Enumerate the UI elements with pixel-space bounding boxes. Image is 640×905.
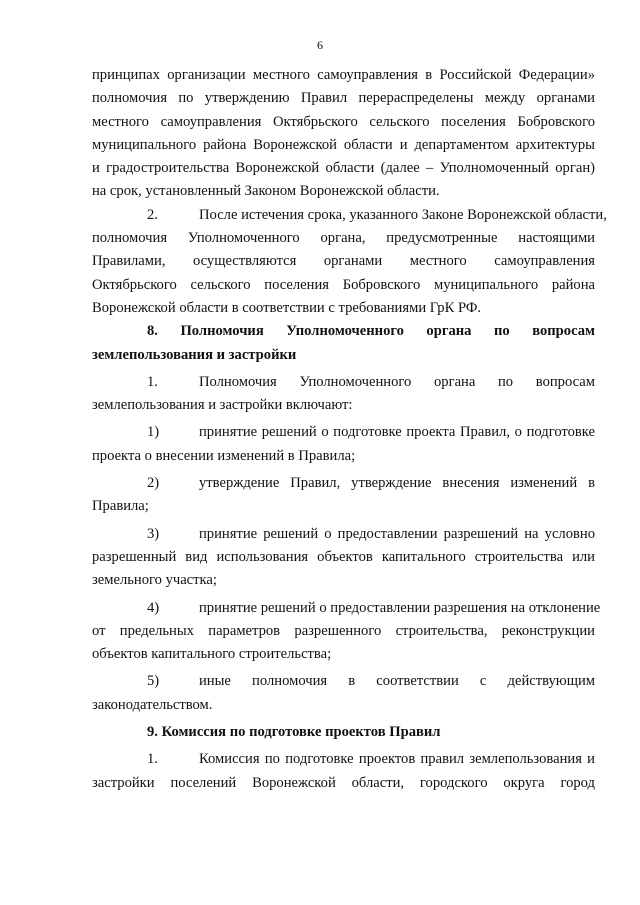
- subitem: [92, 523, 595, 546]
- subitem-number: 2): [147, 475, 160, 492]
- subitem-number: 1): [147, 424, 160, 441]
- paragraph-line: на срок, установленный Законом Воронежской области.: [92, 183, 440, 200]
- subitem-text: принятие решений о предоставлении разрешений на условно: [199, 525, 595, 542]
- item-number: 1.: [147, 751, 158, 768]
- item-text: Комиссия по подготовке проектов правил землепользования и: [199, 751, 595, 768]
- subitem-text: принятие решений о предоставлении разрешения на отклонение: [199, 599, 601, 616]
- item-text: Полномочия Уполномоченного органа по вопросам: [199, 373, 595, 390]
- subitem-number: 4): [147, 599, 160, 616]
- paragraph-line: Октябрьского сельского поселения Бобровского муниципального района: [92, 276, 595, 293]
- section-heading-continued: землепользования и застройки: [92, 346, 297, 363]
- list-item: [92, 204, 607, 227]
- document-body: [92, 64, 607, 795]
- paragraph-line: полномочия по утверждению Правил перераспределены между органами: [92, 90, 595, 107]
- paragraph-line: разрешенный вид использования объектов капитального строительства или: [92, 548, 595, 565]
- item-number: 2.: [147, 206, 158, 223]
- paragraph-line: Воронежской области в соответствии с требованиями ГрК РФ.: [92, 299, 482, 316]
- list-item: [92, 371, 595, 394]
- paragraph-line: проекта о внесении изменений в Правила;: [92, 447, 356, 464]
- page-number: 6: [317, 38, 323, 52]
- paragraph-line: и градостроительства Воронежской области (далее – Уполномоченный орган): [92, 160, 595, 177]
- paragraph-line: объектов капитального строительства;: [92, 646, 332, 663]
- item-text: После истечения срока, указанного Законе Воронежской области,: [199, 206, 607, 223]
- paragraph-line: законодательством.: [92, 696, 213, 713]
- paragraph-line: Правилами, осуществляются органами местного самоуправления: [92, 253, 595, 270]
- subitem-text: утверждение Правил, утверждение внесения изменений в: [199, 475, 595, 492]
- paragraph-line: полномочия Уполномоченного органа, предусмотренные настоящими: [92, 230, 595, 247]
- subitem-text: иные полномочия в соответствии с действующим: [199, 673, 595, 690]
- paragraph-line: землепользования и застройки включают:: [92, 397, 353, 414]
- paragraph-line: застройки поселений Воронежской области, городского округа город: [92, 774, 595, 791]
- paragraph-line: земельного участка;: [92, 572, 217, 589]
- subitem: [92, 670, 595, 693]
- paragraph-line: муниципального района Воронежской области и департаментом архитектуры: [92, 136, 595, 153]
- paragraph-line: от предельных параметров разрешенного строительства, реконструкции: [92, 622, 595, 639]
- subitem-number: 5): [147, 673, 160, 690]
- subitem: [92, 472, 595, 495]
- paragraph-line: Правила;: [92, 498, 149, 515]
- paragraph-line: местного самоуправления Октябрьского сельского поселения Бобровского: [92, 113, 595, 130]
- item-number: 1.: [147, 373, 158, 390]
- section-heading: 9. Комиссия по подготовке проектов Правил: [147, 724, 441, 741]
- subitem: [92, 421, 595, 444]
- section-heading: 8. Полномочия Уполномоченного органа по вопросам: [147, 323, 595, 340]
- subitem: [92, 597, 601, 620]
- subitem-number: 3): [147, 525, 160, 542]
- list-item: [92, 748, 595, 771]
- paragraph-line: принципах организации местного самоуправления в Российской Федерации»: [92, 67, 595, 83]
- subitem-text: принятие решений о подготовке проекта Правил, о подготовке: [199, 424, 595, 441]
